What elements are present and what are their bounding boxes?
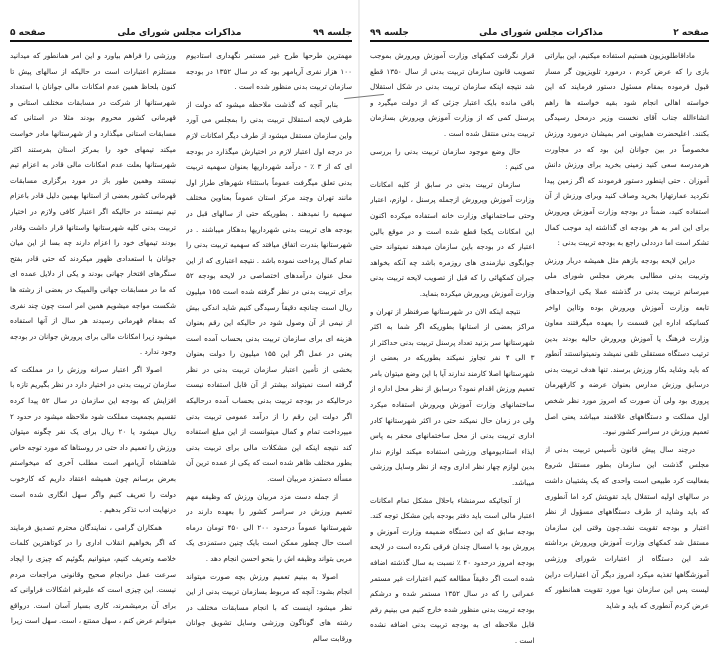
paragraph: همکاران گرامی ، نمایندگان محترم تصدیق فرمایند که اگر بخواهیم انقلاب اداری را در کوتاهترین کلمات خلاصه وتعریف کنیم، میتوانیم بگوئیم که چیزی را ایجاد سرعت عمل درانجام صحیح وقانونی مراجعات مردم نیست. این چیزی است که علیرغم اشکالات فراوانی که برای آن برمیشمرند، کاری بسیار آسان است. درواقع میتوانم عرض کنم ، سهل ممتنع ، است. سهل است زیرا (10, 522, 176, 626)
right-page-columns (370, 48, 709, 651)
left-page-header (10, 22, 352, 42)
paragraph: حال وضع موجود سازمان تربیت بدنی را بررسی می کنیم : (370, 146, 535, 172)
right-page-header (370, 22, 709, 42)
column-right-outer (545, 48, 710, 651)
paragraph: قرار نگرفت کمکهای وزارت آموزش وپرورش بموجب تصویب قانون سازمان تربیت بدنی از سال ۱۳۵۰ قطع شد نتیجه اینکه سازمان تربیت بدنی در شکل استقلال باقی مانده بایک اعتبار جزئی که از دولت میگیرد و پرسنل کمی که از وزارت آموزش وپرورش بسازمان تربیت بدنی منتقل شده است . (370, 51, 535, 138)
column-left-inner (186, 48, 352, 649)
page-number: صفحه ۲ (673, 28, 709, 38)
paragraph: ورزشی را فراهم بیاورد و این امر همانطور که میدانید مستلزم اعتبارات است در حالیکه از سالهای پیش تا کنون بلحاظ همین عدم امکانات مالی جوانان با استعداد شهرستانها از شرکت در مسابقات مختلف استانی و قهرمانی کشور محروم بودند مثلا در استانی که مسابقات استانی میگذارد و از شهرستانها مادر خواست میکند تیمهای خود را بمرکز استان بفرستند اکثر شهرستانها بعلت عدم امکانات مالی قادر به اعزام تیم نیستند وهمین طور باز در مورد برگزاری مسابقات قهرمانی کشور بعضی از استانها بهمین دلیل قادر باعزام تیم نیستند در حالیکه اگر اعتبار کافی ولازم در اختیار تربیت بدنی کلیه شهرستانها واستانها قرار داشت وقادر بودند تیمهای خود را اعزام دارند چه بسا از این میان جوانان با استعدادی ظهور میکردند که حتی قادر بفتح سنگرهای افتخار جهانی بودند و یکی از دلایل عمده ای که ما در مسابقات جهانی والمپیک در بعضی از رشته ها شکست مواجه میشویم همین امر است چون چند نفری که بمقام قهرمانی رسیدند هر سال از آنها استفاده میشود زیرا امکانات مالی برای پرورش جوانان در بودجه وجود ندارد . (10, 51, 176, 357)
publication-title: مذاکرات مجلس شورای ملی (479, 28, 604, 38)
paragraph: سازمان تربیت بدنی در سابق از کلیه امکانات وزارت آموزش وپرورش ازجمله پرسنل ، لوازم، اعتبار وحتی ساختمانهای وزارت خانه استفاده میکرده اکنون این امکانات یکجا قطع شده است و در موقع بالین اعتبار که در بودجه باین سازمان میدهند نمیتواند حتی جوابگوی نیازمندی های روزمره باشد چه آنکه بخواهد جبران کمکهائی را که قبل از تصویب لایحه تربیت بدنی وزارت آموزش وپرورش میکرده بنماید. (370, 179, 535, 298)
paragraph: درچند سال پیش قانون تأسیس تربیت بدنی از مجلس گذشت این سازمان بطور مستقل شروع بفعالیت کرد طبیعی است واحدی که یک پشتیبان داشت در سالهای اولیه استقلال باید تقویتش کرد اما آنطوری که باید وشاید از طرف دستگاههای مسؤول از نظر اعتبار و بودجه تقویت نشد.چون وقتی این سازمان مستقل شد کمکهای وزارت آموزش وپرورش برداشته شد این دستگاه از اعتبارات شورای ورزشی آموزشگاهها تغذیه میکرد امروز دیگر آن اعتبارات دراین لیست پس این سازمان نوپا مورد تقویت همانطور که عرض کردم آنطوری که باید و شاید (544, 444, 709, 610)
publication-title: مذاکرات مجلس شورای ملی (117, 28, 242, 38)
session-number: جلسه ۹۹ (370, 28, 409, 38)
paragraph: از آنجائیکه سرمنشاء باحلال مشکل تمام امکانات اعتبار مالی است باید دفتر بودجه باین مشکل توجه کند. بودجه سابق که این دستگاه ضمیمه وزارت آموزش و پرورش بود با امسال چندان فرقی نکرده است در لایحه بودجه امروز درحدود ۴۰ ٪ نسبت به سال گذشته اضافه شده است اگر دقیقاً مطالعه کنیم اعتبارات غیر مستمر عمرانی را که در سال ۱۳۵۲ مستمر شده و درشکم بودجه تربیت بدنی منظور شده خارج کنیم می بینیم رقم قابل ملاحظه ای به بودجه تربیت بدنی اضافه نشده است . (370, 495, 535, 645)
paragraph: ماداقاطلویزیون هستیم استفاده میکنیم، این بیاراتی بازی را که عرض کردم ، درمورد تلویزیون گر مسار قبول فرموده بمقام مسئول دستور فرمایند که این خواسته اهالی انجام شود بقیه خواسته ها راهم انشاءالله جناب آقای نخست وزیر درمحل رسیدگی بکنند. اعلیحضرت همایونی امر بمیشان درمورد ورزش مخصوصاً در بین جوانان این بود که در مجاورت هرمدرسه سعی کنید زمینی بخرید برای ورزش دانش آموزان . حتی اینطور دستور فرمودند که اگر زمین پیدا نکردید عمارتهارا بخرید وصاف کنید وبرای ورزش از آن استفاده کنید، ضمناً در بودجه وزارت آموزش وپرورش برای این امر به هر بودجه ای گذاشته اید موجب کمال تشکر است اما درددلی راجع به بودجه تربیت بدنی : (544, 51, 709, 248)
paragraph: بنابر آنچه که گذشت ملاحظه میشود که دولت از طرفی لایحه استقلال تربیت بدنی را بمجلس می آورد واین سازمان مستقل میشود از طرف دیگر امکانات لازم در درجه اول اعتبار لازم در اختیارش میگذارد در بودجه ای که از ۳ ٪ - درآمد شهرداریها بعنوان سهمیه تربیت بدنی تعلق میگرفت عموماً باستثناء شهرهای طراز اول مانند تهران وچند مرکز استان عموماً بعناوین مختلف سهمیه را نمیدهند . بطوریکه حتی از سالهای قبل در بودجه های تربیت بدنی شهرداریها بدهکار میباشند . در شهرستانها بندرت اتفاق میافتد که سهمیه تربیت بدنی را تمام کمال پرداخت نموده باشد . نتیجه اعتباری که از این محل عنوان درآمدهای اختصاصی در لایحه بودجه ۵۲ برای تربیت بدنی در نظر گرفته شده است ۱۵۵ میلیون ریال است چنانچه دقیقاً رسیدگی کنیم شاید اندکی بیش از نیمی از آن وصول شود در حالیکه این رقم بعنوان هزینه ای برای سازمان تربیت بدنی بحساب آمده است یعنی در عمل اگر این ۱۵۵ میلیون را دولت بعنوان بخشی از تأمین اعتبار سازمان تربیت بدنی در نظر گرفته است نمیتواند بیشتر از آن قابل استفاده نیست درحالیکه در بودجه تربیت بدنی بحساب آمده درحالیکه اگر دولت این رقم را از درآمد عمومی تربیت بدنی میپرداخت تمام و کمال میتوانست از این مبلغ استفاده کند نتیجه اینکه این مشکلات مالی برای تربیت بدنی بطور مختلف ظاهر شده است که یکی از عمده ترین آن مسأله دستمزد مربیان است. (186, 99, 352, 484)
column-right-inner (370, 48, 535, 651)
page-number: صفحه ۵ (10, 28, 46, 38)
page-gutter (358, 0, 360, 600)
session-number: جلسه ۹۹ (313, 28, 352, 38)
left-page-columns (10, 48, 352, 649)
column-left-outer (10, 48, 176, 649)
paragraph: از جمله دست مزد مربیان ورزش که وظیفه مهم تعمیم ورزش در سراسر کشور را بعهده دارند در شهرستانها عموماً درحدود ۲۰۰ الی ۴۵۰ تومان درماه است حال چطور ممکن است بایک چنین دستمزدی یک مربی بتواند وظیفه اش را بنحو احسن انجام دهد . (186, 491, 352, 563)
left-page (0, 0, 360, 643)
paragraph: نتیجه اینکه الان در شهرستانها صرفنظر از تهران و مراکز بعضی از استانها بطوریکه اگر شما به اکثر شهرستانها سر بزنید تعداد پرسنل تربیت بدنی حداکثر از ۳ الی ۴ نفر تجاوز نمیکند بطوریکه در بعضی از شهرستانها اصلا کارمند ندارند آیا با این وضع میتوان بامر تعمیم ورزش اقدام نمود؟ درسابق از نظر محل اداره از ساختمانهای وزارت آموزش وپرورش استفاده میکرد ولی در زمان حال نمیکند حتی در اکثر شهرستانها کادر اداری تربیت بدنی از محل ساختمانهای محقر به پاس ایذاء استادیومهای ورزشی استفاده میکند لوازم ندار بدین لوازم چهار نظر اداری وچه از نظر وسایل ورزشی میباشد. (370, 306, 535, 488)
paragraph: مهمترین طرحها طرح غیر مستمر نگهداری استادیوم ۱۰۰ هزار نفری آریامهر بود که در سال ۱۳۵۲ در بودجه سازمان تربیت بدنی منظور شده است . (186, 51, 352, 92)
paragraph: اصولا اگر اعتبار سرانه ورزش را در مملکت که سازمان تربیت بدنی در اختیار دارد در نظر بگیریم تازه با افزایش که بودجه این سازمان در سال ۵۲ پیدا کرده تقسیم بجمعیت مملکت شود ملاحظه میشود در حدود ۲ ریال میشود یا ۲۰ ریال برای یک نفر چگونه میتوان ورزش را تعمیم داد حتی در روستاها که مورد توجه خاص شاهنشاه آریامهر است مطلب آخری که میخواستم بعرض برسانم چون همیشه اعتقاد داریم که کارخوب دولت را تعریف کنیم واگر سهل انگاری شده است درنهایت ادب تذکر بدهیم . (10, 364, 176, 515)
paragraph: اصولا به بینیم تعمیم ورزش بچه صورت میتواند انجام بشود: آنچه که مربوط بسازمان تربیت بدنی از این نظر میشود اینست که با انجام مسابقات مختلف در رشته های گوناگون ورزشی وسایل تشویق جوانان ورقابت سالم (186, 571, 352, 643)
paragraph: دراین لایحه بودجه بازهم مثل همیشه دربار ورزش وتربیت بدنی مطالبی بعرض مجلس شورای ملی میرسانم تربیت بدنی در گذشته عملا یکی ازواحدهای تابعه وزارت آموزش وپرورش بوده وتااین اواخر کسانیکه اداره این قسمت را بعهده میگرفتند معاون وزارت فرهنگ یا آموزش وپرورش حالیه بودند بدین ترتیب دستگاه مستقلی تلقی نمیشد ونمیتوانستند آنطور که باید وشاید بکار ورزش برسند. تنها هدف تربیت بدنی درسابق ورزش مدارس بعنوان عرضه و کارقهرمان پروری بود ولی آن صورت که امروز مورد نظر شخص اول مملکت و دستگاههای علاقمند میباشد یعنی اصل تعمیم ورزش در سراسر کشور نبود. (544, 255, 709, 437)
right-page (360, 0, 717, 645)
